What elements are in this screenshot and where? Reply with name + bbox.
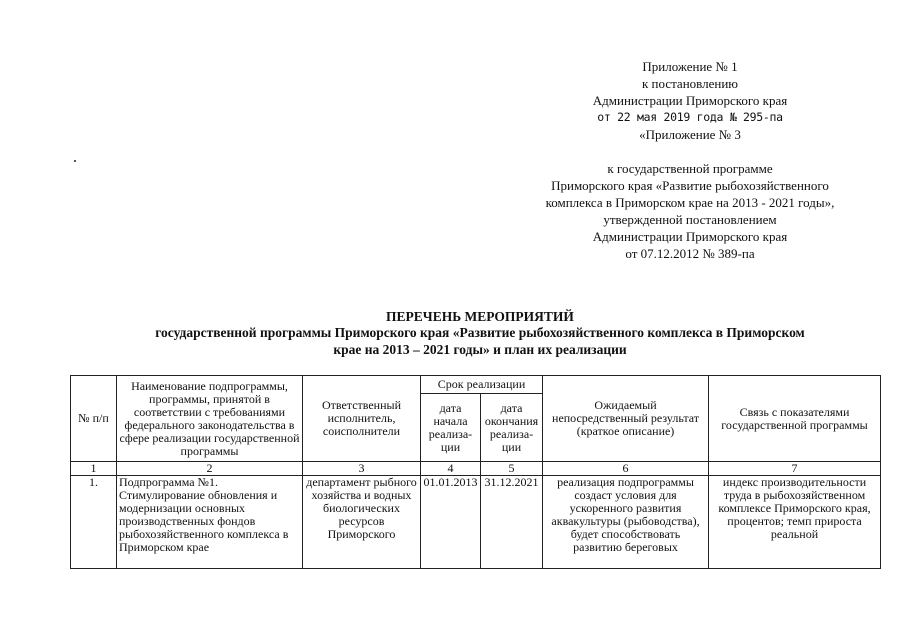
appendix-line: к постановлению <box>641 76 739 91</box>
column-number: 5 <box>481 462 543 476</box>
column-number-row <box>71 462 881 476</box>
column-number: 1 <box>71 462 117 476</box>
row-end-date: 31.12.2021 <box>481 476 543 569</box>
header-period: Срок реализации <box>421 376 543 394</box>
header-end: дата окончания реализа-ции <box>481 394 543 462</box>
column-number: 7 <box>709 462 881 476</box>
appendix-line: Приложение № 1 <box>642 59 738 74</box>
header-link: Связь с показателями государственной программы <box>709 376 881 462</box>
header-start: дата начала реализа-ции <box>421 394 481 462</box>
decree-date-line: от 22 мая 2019 года № 295-па <box>597 110 783 124</box>
header-num: № п/п <box>71 376 117 462</box>
column-number: 2 <box>117 462 303 476</box>
header-name: Наименование подпрограммы, программы, принятой в соответствии с требованиями федерального законодательства в сфере реализации государственной программы <box>117 376 303 462</box>
row-result: реализация подпрограммы создаст условия для ускоренного развития аквакультуры (рыбоводства), будет способствовать развитию береговых <box>543 476 709 569</box>
measures-table <box>70 375 881 569</box>
row-start-date: 01.01.2013 <box>421 476 481 569</box>
appendix-line: утвержденной постановлением <box>603 212 777 227</box>
appendix-line: Администрации Приморского края <box>592 93 788 108</box>
appendix-line: «Приложение № 3 <box>639 127 741 142</box>
document-title: ПЕРЕЧЕНЬ МЕРОПРИЯТИЙ <box>386 309 574 324</box>
table-header-row <box>71 376 881 394</box>
row-name: Подпрограмма №1. Стимулирование обновления и модернизации основных производственных фондов рыбохозяйственного комплекса в Приморском крае <box>117 476 303 569</box>
column-number: 4 <box>421 462 481 476</box>
column-number: 6 <box>543 462 709 476</box>
appendix-header-block <box>560 58 820 143</box>
appendix-line: комплекса в Приморском крае на 2013 - 2021 годы», <box>545 195 835 210</box>
document-subtitle-line: государственной программы Приморского края «Развитие рыбохозяйственного комплекса в Приморском <box>155 325 805 340</box>
appendix-line: Администрации Приморского края <box>592 229 788 244</box>
appendix-line: к государственной программе <box>607 161 773 176</box>
program-appendix-block <box>500 160 880 262</box>
appendix-line: Приморского края «Развитие рыбохозяйственного <box>551 178 829 193</box>
header-executor: Ответственный исполнитель, соисполнители <box>303 376 421 462</box>
header-result: Ожидаемый непосредственный результат (краткое описание) <box>543 376 709 462</box>
row-executor: департамент рыбного хозяйства и водных биологических ресурсов Приморского <box>303 476 421 569</box>
scan-speck <box>74 160 76 162</box>
table-row <box>71 476 881 569</box>
row-link: индекс производительности труда в рыбохозяйственном комплексе Приморского края, процентов; темп прироста реальной <box>709 476 881 569</box>
row-num: 1. <box>71 476 117 569</box>
document-subtitle-line: крае на 2013 – 2021 годы» и план их реализации <box>333 342 627 357</box>
column-number: 3 <box>303 462 421 476</box>
appendix-line: от 07.12.2012 № 389-па <box>625 246 755 261</box>
